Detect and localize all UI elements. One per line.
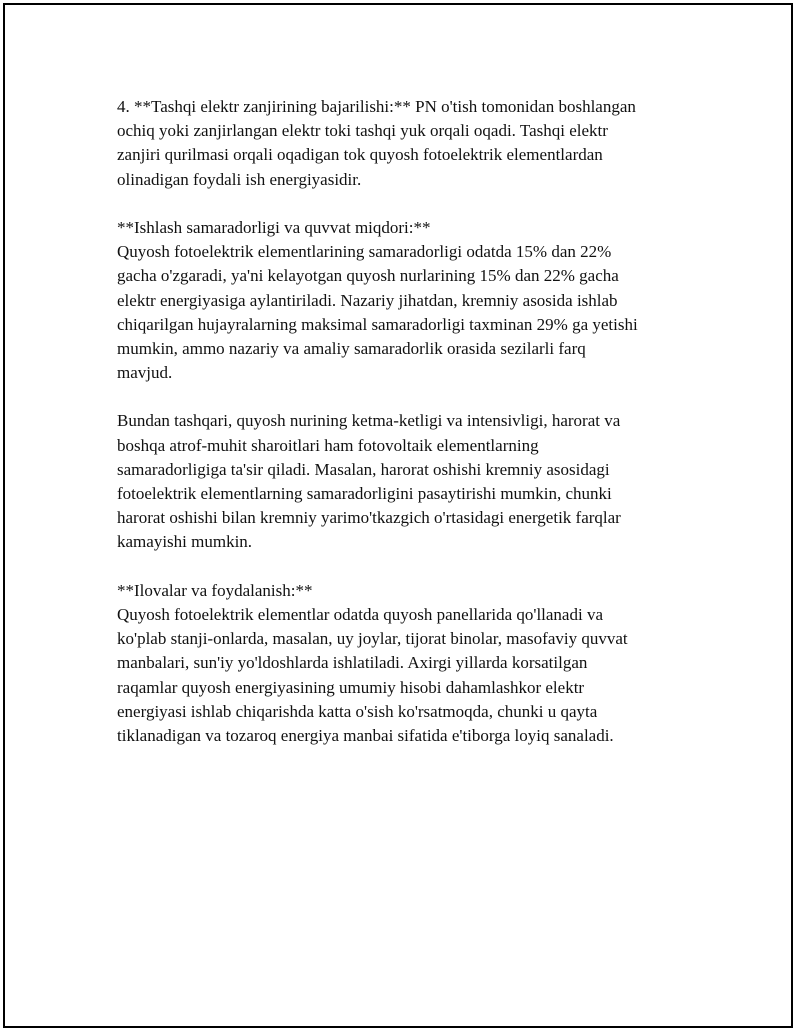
paragraph-temperature — [117, 409, 697, 554]
paragraph-gap — [117, 385, 697, 409]
text-line: energiyasi ishlab chiqarishda katta o'sish ko'rsatmoqda, chunki u qayta — [117, 701, 598, 721]
text-line: samaradorligiga ta'sir qiladi. Masalan, harorat oshishi kremniy asosidagi — [117, 459, 610, 479]
text-line: gacha o'zgaradi, ya'ni kelayotgan quyosh nurlarining 15% dan 22% gacha — [117, 266, 619, 286]
text-line: ochiq yoki zanjirlangan elektr toki tashqi yuk orqali oqadi. Tashqi elektr — [117, 121, 608, 141]
text-line: chiqarilgan hujayralarning maksimal samaradorligi taxminan 29% ga yetishi — [117, 314, 638, 334]
text-line: zanjiri qurilmasi orqali oqadigan tok quyosh fotoelektrik elementlardan — [117, 145, 603, 165]
text-line: Bundan tashqari, quyosh nurining ketma-ketligi va intensivligi, harorat va — [117, 411, 621, 431]
section-heading: **Ishlash samaradorligi va quvvat miqdori:** — [117, 217, 431, 237]
text-line: olinadigan foydali ish energiyasidir. — [117, 169, 362, 189]
text-line: ko'plab stanji-onlarda, masalan, uy joylar, tijorat binolar, masofaviy quvvat — [117, 629, 628, 649]
text-line: mumkin, ammo nazariy va amaliy samaradorlik orasida sezilarli farq — [117, 338, 586, 358]
text-line: fotoelektrik elementlarning samaradorligini pasaytirishi mumkin, chunki — [117, 484, 612, 503]
text-line: Quyosh fotoelektrik elementlar odatda quyosh panellarida qo'llanadi va — [117, 604, 603, 624]
paragraph-efficiency — [117, 216, 697, 385]
section-heading: **Ilovalar va foydalanish:** — [117, 580, 313, 600]
text-line: elektr energiyasiga aylantiriladi. Nazariy jihatdan, kremniy asosida ishlab — [117, 290, 618, 310]
paragraph-applications — [117, 579, 697, 748]
text-line: manbalari, sun'iy yo'ldoshlarda ishlatiladi. Axirgi yillarda korsatilgan — [117, 653, 588, 673]
paragraph-external-circuit — [117, 95, 697, 192]
paragraph-gap — [117, 192, 697, 216]
text-line: mavjud. — [117, 363, 173, 383]
text-line: raqamlar quyosh energiyasining umumiy hisobi dahamlashkor elektr — [117, 677, 585, 697]
paragraph-gap — [117, 555, 697, 579]
text-line: tiklanadigan va tozaroq energiya manbai sifatida e'tiborga loyiq sanaladi. — [117, 725, 614, 745]
text-line: boshqa atrof-muhit sharoitlari ham fotovoltaik elementlarning — [117, 435, 539, 455]
text-line: 4. **Tashqi elektr zanjirining bajarilishi:** PN o'tish tomonidan boshlangan — [117, 97, 636, 116]
text-line: Quyosh fotoelektrik elementlarining samaradorligi odatda 15% dan 22% — [117, 242, 612, 262]
document-body — [117, 95, 697, 748]
text-line: kamayishi mumkin. — [117, 532, 253, 552]
text-line: harorat oshishi bilan kremniy yarimo'tkazgich o'rtasidagi energetik farqlar — [117, 508, 621, 528]
